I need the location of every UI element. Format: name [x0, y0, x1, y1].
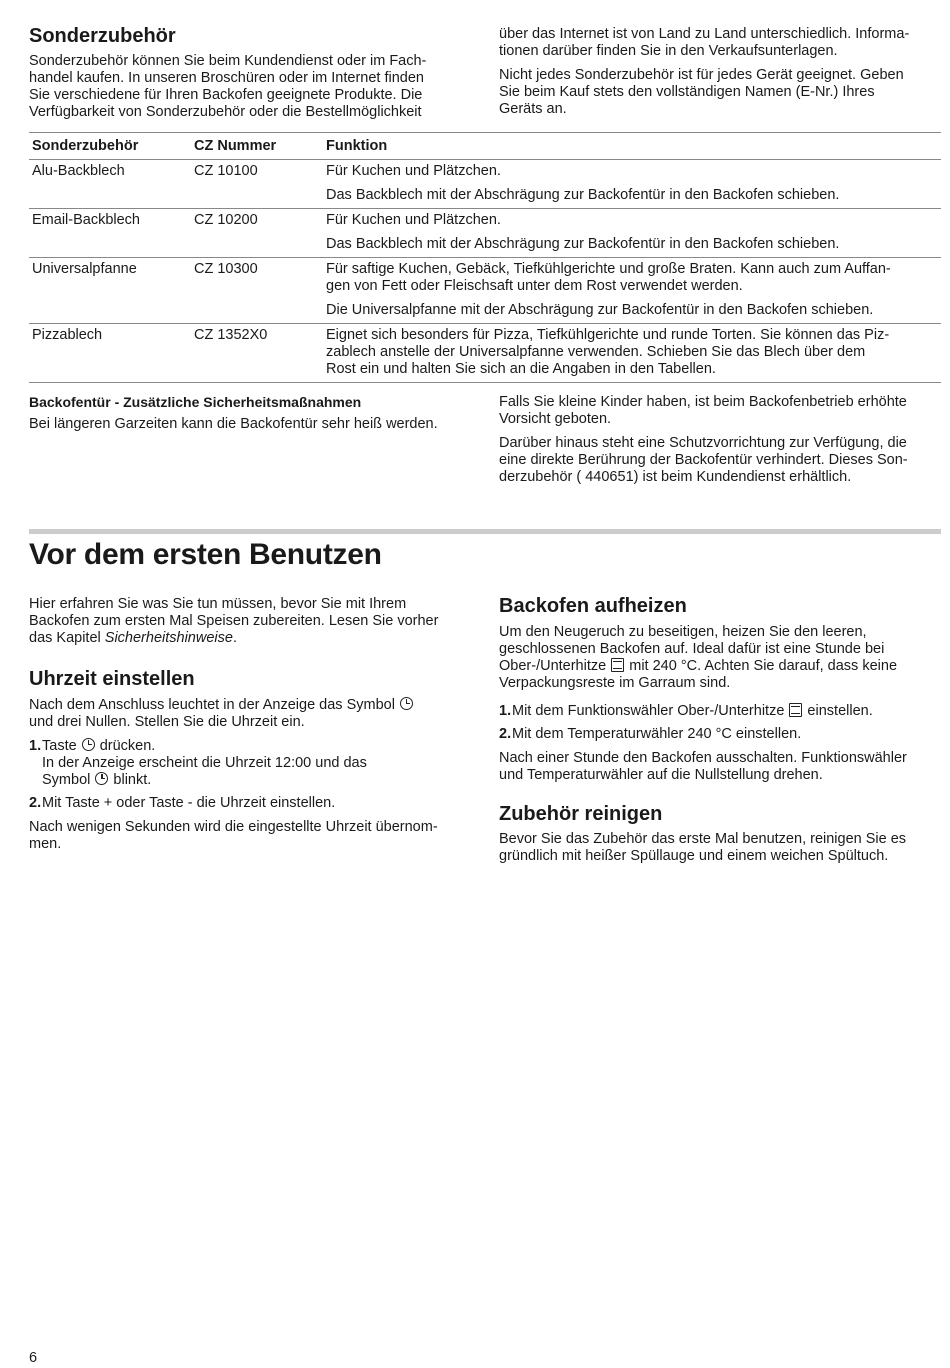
accessory-function: [323, 324, 941, 383]
sonderzubehoer-heading: Sonderzubehör: [29, 25, 176, 47]
clock-heading: Uhrzeit einstellen: [29, 668, 195, 690]
accessory-name: Alu-Backblech: [29, 160, 191, 209]
accessory-function: [323, 258, 941, 324]
clock-steps: [29, 738, 474, 812]
heat-step-2: [499, 726, 941, 743]
door-paragraph-2: Falls Sie kleine Kinder haben, ist beim Backofenbetrieb erhöhte Vorsicht geboten.: [499, 394, 907, 427]
step-number: 2.: [499, 726, 512, 742]
clock-step-2: [29, 795, 474, 812]
step-text-a: Taste: [42, 738, 81, 754]
heat-paragraph-2: Nach einer Stunde den Backofen ausschalten. Funktionswähler und Temperaturwähler auf die Nullstellung drehen.: [499, 750, 907, 783]
door-right-column: [499, 394, 941, 493]
function-text: Für Kuchen und Plätzchen.: [326, 163, 501, 179]
accessory-name: Pizzablech: [29, 324, 191, 383]
intro-chapter-reference: Sicherheitshinweise: [104, 630, 233, 646]
heat-paragraph-1: [499, 624, 941, 692]
clock-icon: [82, 738, 95, 751]
table-header-row: [29, 133, 941, 160]
accessory-name: Universalpfanne: [29, 258, 191, 324]
first-use-intro: [29, 596, 474, 647]
function-note: Das Backblech mit der Abschrägung zur Backofentür in den Backofen schieben.: [326, 187, 840, 203]
accessory-number: CZ 1352X0: [191, 324, 323, 383]
accessory-function: [323, 209, 941, 258]
sonderzubehoer-right-column: [499, 26, 941, 125]
heat-step-1: [499, 703, 941, 720]
clock-paragraph-2: Nach wenigen Sekunden wird die eingestellte Uhrzeit übernom- men.: [29, 819, 438, 852]
clean-heading: Zubehör reinigen: [499, 803, 663, 825]
clock-icon: [400, 697, 413, 710]
sonderzubehoer-paragraph-2: über das Internet ist von Land zu Land unterschiedlich. Informa- tionen darüber finden Sie in den Verkaufsunterlagen.: [499, 26, 910, 59]
page-title: Vor dem ersten Benutzen: [29, 538, 382, 571]
door-paragraph-3: Darüber hinaus steht eine Schutzvorrichtung zur Verfügung, die eine direkte Berührung der Backofentür verhindert. Dieses Son- derzubehör ( 440651) ist beim Kundendienst erhältlich.: [499, 435, 908, 485]
sonderzubehoer-paragraph-1: Sonderzubehör können Sie beim Kundendienst oder im Fach- handel kaufen. In unseren Broschüren oder im Internet finden Sie verschiedene für Ihren Backofen geeignete Produkte. Die Verfügbarkeit von Sonderzubehör oder die Bestellmöglichkeit: [29, 53, 427, 120]
step-number: 1.: [29, 738, 42, 754]
step-text: Mit dem Temperaturwähler 240 °C einstellen.: [512, 726, 802, 742]
door-subheading: Backofentür - Zusätzliche Sicherheitsmaßnahmen: [29, 394, 362, 410]
first-use-left-column: [29, 596, 474, 860]
step-text-b: einstellen.: [803, 703, 873, 719]
table-row: [29, 324, 941, 383]
column-header-cz-number: CZ Nummer: [191, 133, 323, 160]
heat-text-a: Um den Neugeruch zu beseitigen, heizen Sie den leeren, geschlossenen Backofen auf. Ideal dafür ist eine Stunde bei Ober-/Unterhitze: [499, 624, 885, 674]
page-number: 6: [29, 1350, 38, 1366]
table-row: [29, 209, 941, 258]
sonderzubehoer-paragraph-3: Nicht jedes Sonderzubehör ist für jedes Gerät geeignet. Geben Sie beim Kauf stets den vollständigen Namen (E-Nr.) Ihres Geräts an.: [499, 67, 904, 117]
table-row: [29, 160, 941, 209]
step-text-c: blinkt.: [109, 772, 152, 788]
accessory-function: [323, 160, 941, 209]
door-left-column: [29, 394, 474, 440]
accessory-number: CZ 10200: [191, 209, 323, 258]
accessory-name: Email-Backblech: [29, 209, 191, 258]
clock-text-a: Nach dem Anschluss leuchtet in der Anzeige das Symbol: [29, 697, 399, 713]
function-text: Eignet sich besonders für Pizza, Tiefkühlgerichte und runde Torten. Sie können das Piz- zablech anstelle der Universalpfanne verwenden. Schieben Sie das Blech über dem Rost ein und halten Sie sich an die Angaben in den Tabellen.: [326, 327, 890, 377]
heat-heading: Backofen aufheizen: [499, 595, 687, 617]
column-header-accessory: Sonderzubehör: [29, 133, 191, 160]
step-text-b: drücken. In der Anzeige erscheint die Uhrzeit 12:00 und das Symbol: [42, 738, 367, 788]
function-note: Die Universalpfanne mit der Abschrägung zur Backofentür in den Backofen schieben.: [326, 302, 874, 318]
clock-icon: [95, 772, 108, 785]
column-header-function: Funktion: [323, 133, 941, 160]
clock-paragraph-1: [29, 697, 474, 731]
clock-text-b: und drei Nullen. Stellen Sie die Uhrzeit ein.: [29, 714, 305, 730]
section-divider: [29, 529, 941, 534]
step-number: 1.: [499, 703, 512, 719]
door-paragraph-1: Bei längeren Garzeiten kann die Backofentür sehr heiß werden.: [29, 416, 438, 432]
heat-steps: [499, 703, 941, 743]
top-bottom-heat-icon: [611, 658, 624, 672]
step-text-a: Mit dem Funktionswähler Ober-/Unterhitze: [512, 703, 789, 719]
step-number: 2.: [29, 795, 42, 811]
intro-text: Hier erfahren Sie was Sie tun müssen, bevor Sie mit Ihrem Backofen zum ersten Mal Speisen zubereiten. Lesen Sie vorher das Kapitel: [29, 596, 439, 646]
table-row: [29, 258, 941, 324]
function-note: Das Backblech mit der Abschrägung zur Backofentür in den Backofen schieben.: [326, 236, 840, 252]
heat-text-b: mit 240 °C. Achten Sie darauf, dass keine Verpackungsreste im Garraum sind.: [499, 658, 898, 691]
top-bottom-heat-icon: [789, 703, 802, 717]
sonderzubehoer-left-column: [29, 24, 474, 128]
function-text: Für Kuchen und Plätzchen.: [326, 212, 501, 228]
accessory-number: CZ 10300: [191, 258, 323, 324]
function-text: Für saftige Kuchen, Gebäck, Tiefkühlgerichte und große Braten. Kann auch zum Auffan- gen von Fett oder Fleischsaft unter dem Rost verwendet werden.: [326, 261, 891, 294]
step-text: Mit Taste + oder Taste - die Uhrzeit einstellen.: [42, 795, 336, 811]
clean-paragraph: Bevor Sie das Zubehör das erste Mal benutzen, reinigen Sie es gründlich mit heißer Spüllauge und einem weichen Spültuch.: [499, 831, 907, 864]
accessories-table: [29, 132, 941, 383]
clock-step-1: [29, 738, 474, 789]
accessory-number: CZ 10100: [191, 160, 323, 209]
intro-end: .: [232, 630, 237, 646]
first-use-right-column: [499, 594, 941, 872]
